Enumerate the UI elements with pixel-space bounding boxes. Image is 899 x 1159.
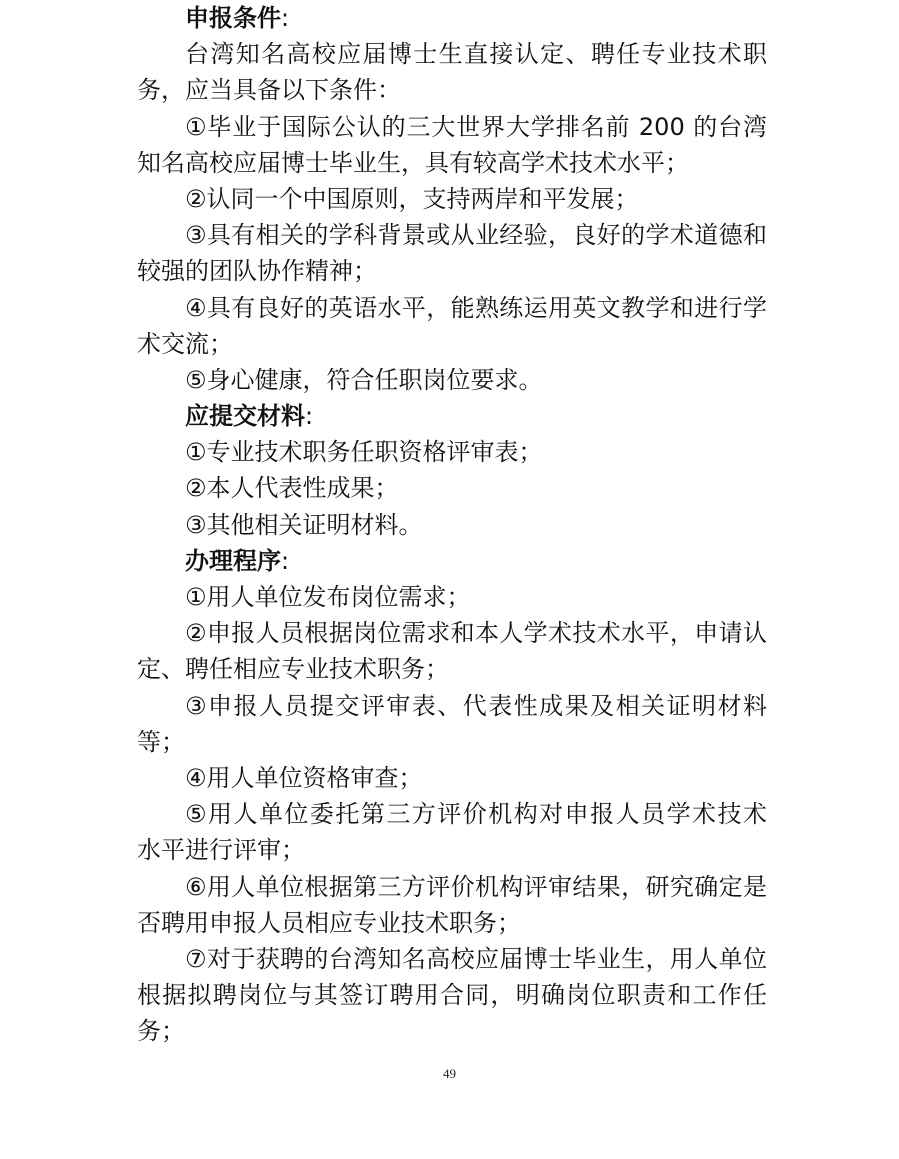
paragraph-line: ①用人单位发布岗位需求； [185,583,471,611]
paragraph-line: 定、聘任相应专业技术职务； [137,655,449,684]
paragraph-line: 等； [137,727,185,756]
section-heading-colon: : [305,402,314,431]
paragraph-line: ②认同一个中国原则，支持两岸和平发展； [185,184,639,213]
section-heading [137,543,767,579]
section-heading-colon: : [281,546,290,575]
section-heading-text: 办理程序 [185,546,281,575]
paragraph-line: ⑤用人单位委托第三方评价机构对申报人员学术技术 [185,800,767,829]
paragraph-line: 台湾知名高校应届博士生直接认定、聘任专业技术职 [185,40,767,69]
paragraph-line: 根据拟聘岗位与其签订聘用合同，明确岗位职责和工作任 [137,981,767,1010]
paragraph-line: 水平进行评审； [137,836,305,865]
paragraph-line: ④用人单位资格审查； [185,763,423,792]
paragraph-line: 务； [137,1017,185,1046]
paragraph-line: ③申报人员提交评审表、代表性成果及相关证明材料 [185,691,767,720]
paragraph-line: ③具有相关的学科背景或从业经验，良好的学术道德和 [185,221,767,250]
paragraph-line: ⑤身心健康，符合任职岗位要求。 [185,365,543,394]
paragraph-line: 术交流； [137,329,233,358]
document-body [137,0,767,1049]
paragraph-line: ①专业技术职务任职资格评审表； [185,438,543,467]
paragraph-line: ⑦对于获聘的台湾知名高校应届博士毕业生，用人单位 [185,944,767,973]
paragraph-line: ②本人代表性成果； [185,474,399,503]
paragraph-line: 知名高校应届博士毕业生，具有较高学术技术水平； [137,148,689,177]
paragraph-line: 较强的团队协作精神； [137,257,377,286]
paragraph-line: ③其他相关证明材料。 [185,510,423,539]
paragraph-line: ②申报人员根据岗位需求和本人学术技术水平，申请认 [185,619,767,648]
section-heading-text: 应提交材料 [185,402,305,431]
paragraph-line: 务，应当具备以下条件： [137,76,401,105]
section-heading-colon: : [281,4,290,32]
paragraph-line: 否聘用申报人员相应专业技术职务； [137,908,521,937]
section-heading [137,398,767,434]
section-heading-text: 申报条件 [185,4,281,32]
page-number: 49 [443,1066,456,1081]
paragraph-line: ①毕业于国际公认的三大世界大学排名前 200 的台湾 [185,112,767,141]
section-heading [137,0,767,36]
paragraph-line: ⑥用人单位根据第三方评价机构评审结果，研究确定是 [185,872,767,901]
paragraph-line: ④具有良好的英语水平，能熟练运用英文教学和进行学 [185,293,767,322]
